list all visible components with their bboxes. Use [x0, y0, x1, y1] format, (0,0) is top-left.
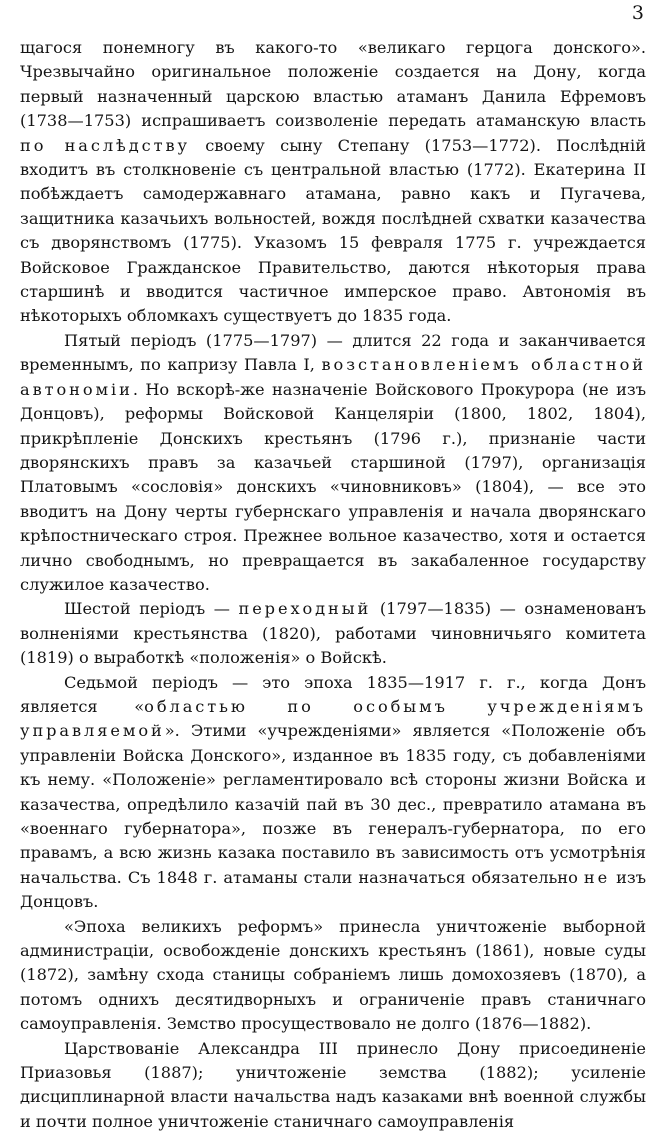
text-run: Седьмой періодъ — это эпоха 1835—1917 г. г., когда Донъ является « — [20, 672, 646, 716]
page-number: 3 — [631, 2, 644, 24]
text-run: (1797—1835) — ознаменованъ волненіями крестьянства (1820), работами чиновничьяго комитета (1819) о выработкѣ «положенія» о Войскѣ. — [20, 599, 646, 668]
paragraph — [20, 1037, 646, 1134]
spaced-emphasis: не — [583, 867, 611, 887]
paragraph — [20, 329, 646, 597]
paragraph — [20, 36, 646, 329]
text-run: изъ Донцовъ. — [20, 867, 646, 912]
paragraph — [20, 915, 646, 1037]
text-run: Шестой періодъ — — [64, 599, 239, 619]
text-run: «Эпоха великихъ реформъ» принесла уничтоженіе выборной администраціи, освобожденіе донскихъ крестьянъ (1861), новые суды (1872), замѣну схода станицы собраніемъ лишь домохозяевъ (1870), а потомъ однихъ десятидворныхъ и ограниченіе правъ станичнаго самоуправленія. Земство просуществовало не долго (1876—1882). — [20, 916, 646, 1034]
text-run: щагося понемногу въ какого-то «великаго герцога донского». Чрезвычайно оригинальное положеніе создается на Дону, когда первый назначенный царскою властью атаманъ Данила Ефремовъ (1738—1753) испрашиваетъ соизволеніе передать атаманскую власть — [20, 38, 646, 131]
text-run: . Но вскорѣ-же назначеніе Войскового Прокурора (не изъ Донцовъ), реформы Войсковой Канцеляріи (1800, 1802, 1804), прикрѣпленіе Донскихъ крестьянъ (1796 г.), признаніе части дворянскихъ правъ за казачьей старшиной (1797), организація Платовымъ «сословія» донскихъ «чиновниковъ» (1804), — все это вводитъ на Дону черты губернскаго управленія и начала дворянскаго крѣпостническаго строя. Прежнее вольное казачество, хотя и остается лично свободнымъ, но превращается въ закабаленное государству служилое казачество. — [20, 379, 646, 594]
spaced-emphasis: по наслѣдству — [20, 135, 190, 155]
text-run: ». Этими «учрежденіями» является «Положеніе объ управленіи Войска Донского», изданное въ 1835 году, съ добавленіями къ нему. «Положеніе» регламентировало всѣ стороны жизни Войска и казачества, опредѣлило казачій пай въ 30 дес., превратило атамана въ «военнаго губернатора», позже въ генералъ-губернатора, по его правамъ, а всю жизнь казака поставило въ зависимость отъ усмотрѣнія начальства. Съ 1848 г. атаманы стали назначаться обязательно — [20, 721, 646, 887]
text-run: Царствованіе Александра III принесло Дону присоединеніе Приазовья (1887); уничтоженіе земства (1882); усиленіе дисциплинарной власти начальства надъ казаками внѣ военной службы и почти полное уничтоженіе станичнаго самоуправленія — [20, 1038, 646, 1131]
text-body — [20, 36, 646, 1134]
paragraph — [20, 671, 646, 915]
text-run: Пятый періодъ (1775—1797) — длится 22 года и заканчивается временнымъ, по капризу Павла I, — [20, 330, 646, 375]
text-run: своему сыну Степану (1753—1772). Послѣдній входитъ въ столкновеніе съ центральной властью (1772). Екатерина II побѣждаетъ самодержавнаго атамана, равно какъ и Пугачева, защитника казачьихъ вольностей, вождя послѣдней схватки казачества съ дворянствомъ (1775). Указомъ 15 февраля 1775 г. учреждается Войсковое Гражданское Правительство, даются нѣкоторыя права старшинѣ и вводится частичное имперское право. Автономія въ нѣкоторыхъ обломкахъ существуетъ до 1835 года. — [20, 135, 646, 326]
spaced-emphasis: возстановленіемъ областной автономіи — [20, 355, 646, 399]
spaced-emphasis: областью по особымъ учрежденіямъ управляемой — [20, 696, 647, 741]
paragraph — [20, 597, 646, 670]
spaced-emphasis: переходный — [238, 599, 372, 619]
